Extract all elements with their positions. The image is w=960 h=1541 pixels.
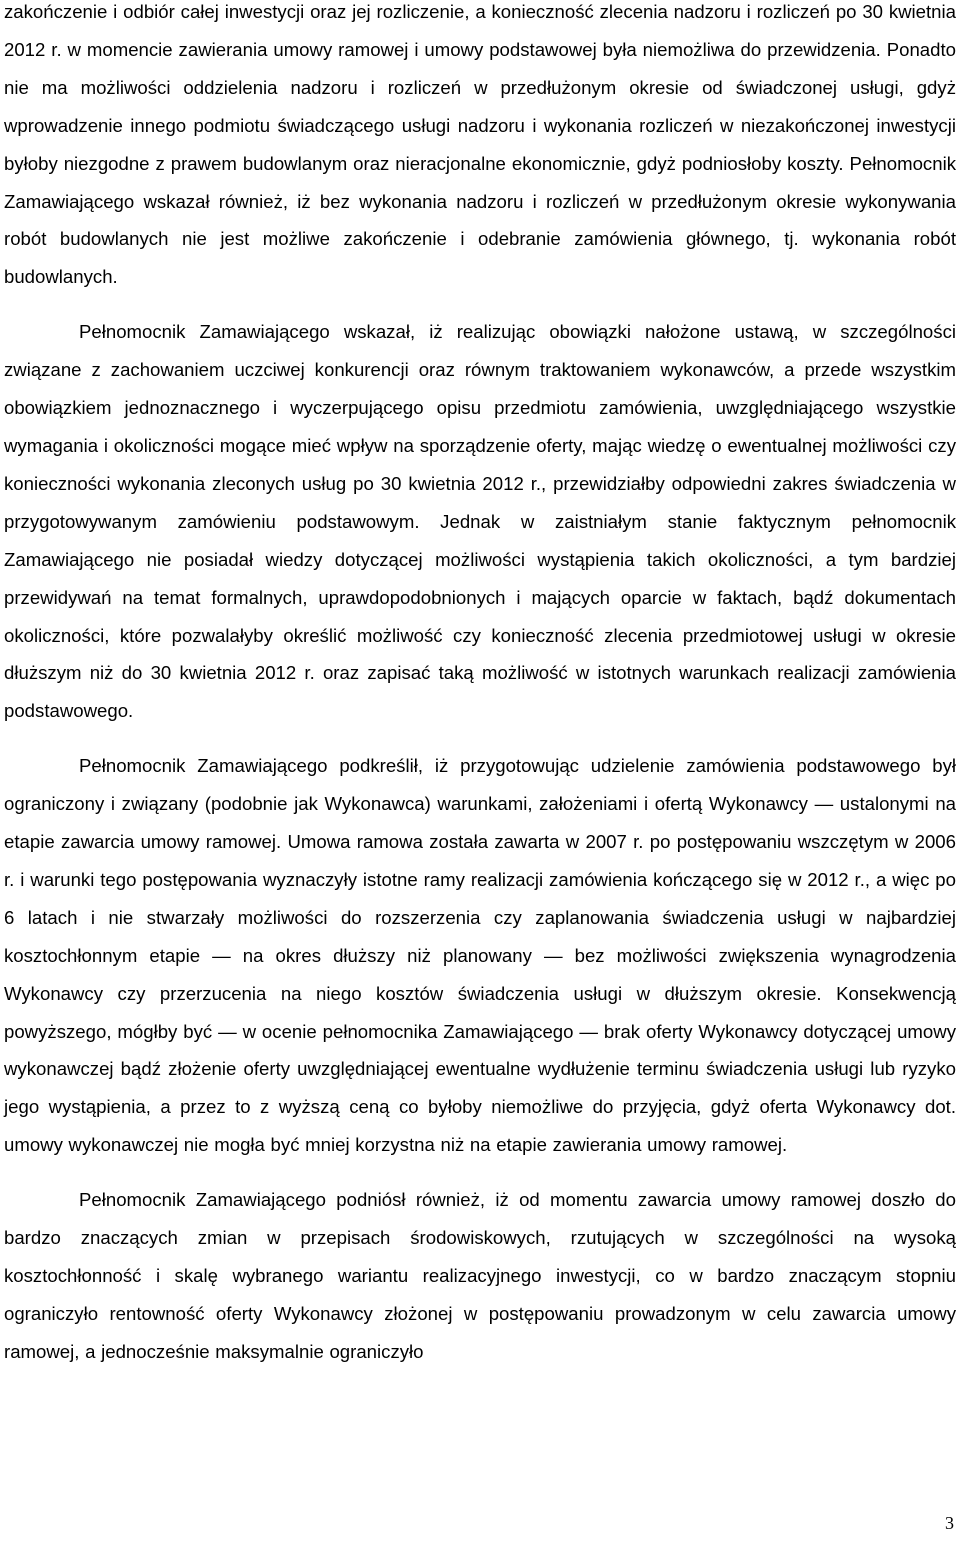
- page-number: 3: [945, 1513, 954, 1533]
- paragraph-framework-agreement: Pełnomocnik Zamawiającego podkreślił, iż przygotowując udzielenie zamówienia podstawowego był ograniczony i związany (podobnie jak Wykonawca) warunkami, założeniami i ofertą Wykonawcy — ustalonymi na etapie zawarcia umowy ramowej. Umowa ramowa została zawarta w 2007 r. po postępowaniu wszczętym w 2006 r. i warunki tego postępowania wyznaczyły istotne ramy realizacji zamówienia kończącego się w 2012 r., a więc po 6 latach i nie stwarzały możliwości do rozszerzenia czy zaplanowania świadczenia usługi w najbardziej kosztochłonnym etapie — na okres dłuższy niż planowany — bez możliwości zwiększenia wynagrodzenia Wykonawcy czy przerzucenia na niego kosztów świadczenia usługi w dłuższym okresie. Konsekwencją powyższego, mógłby być — w ocenie pełnomocnika Zamawiającego — brak oferty Wykonawcy dotyczącej umowy wykonawczej bądź złożenie oferty uwzględniającej ewentualne wydłużenie terminu świadczenia usługi lub ryzyko jego wystąpienia, a przez to z wyższą ceną co byłoby niemożliwe do przyjęcia, gdyż oferta Wykonawcy dot. umowy wykonawczej nie mogła być mniej korzystna niż na etapie zawierania umowy ramowej.: [4, 755, 956, 1156]
- paragraph-continuation: zakończenie i odbiór całej inwestycji oraz jej rozliczenie, a konieczność zlecenia nadzoru i rozliczeń po 30 kwietnia 2012 r. w momencie zawierania umowy ramowej i umowy podstawowej była niemożliwa do przewidzenia. Ponadto nie ma możliwości oddzielenia nadzoru i rozliczeń w przedłużonym okresie od świadczonej usługi, gdyż wprowadzenie innego podmiotu świadczącego usługi nadzoru i wykonania rozliczeń w niezakończonej inwestycji byłoby niezgodne z prawem budowlanym oraz nieracjonalne ekonomicznie, gdyż podniosłoby koszty. Pełnomocnik Zamawiającego wskazał również, iż bez wykonania nadzoru i rozliczeń w przedłużonym okresie wykonywania robót budowlanych nie jest możliwe zakończenie i odebranie zamówienia głównego, tj. wykonania robót budowlanych.: [4, 1, 956, 288]
- paragraph-obligations: Pełnomocnik Zamawiającego wskazał, iż realizując obowiązki nałożone ustawą, w szczególności związane z zachowaniem uczciwej konkurencji oraz równym traktowaniem wykonawców, a przede wszystkim obowiązkiem jednoznacznego i wyczerpującego opisu przedmiotu zamówienia, uwzględniającego wszystkie wymagania i okoliczności mogące mieć wpływ na sporządzenie oferty, mając wiedzę o ewentualnej możliwości czy konieczności wykonania zleconych usług po 30 kwietnia 2012 r., przewidziałby odpowiedni zakres świadczenia w przygotowywanym zamówieniu podstawowym. Jednak w zaistniałym stanie faktycznym pełnomocnik Zamawiającego nie posiadał wiedzy dotyczącej możliwości wystąpienia takich okoliczności, a tym bardziej przewidywań na temat formalnych, uprawdopodobnionych i mających oparcie w faktach, bądź dokumentach okoliczności, które pozwalałyby określić możliwość czy konieczność zlecenia przedmiotowej usługi w okresie dłuższym niż do 30 kwietnia 2012 r. oraz zapisać taką możliwość w istotnych warunkach realizacji zamówienia podstawowego.: [4, 321, 956, 722]
- paragraph-environmental-changes: Pełnomocnik Zamawiającego podniósł również, iż od momentu zawarcia umowy ramowej doszło do bardzo znaczących zmian w przepisach środowiskowych, rzutujących w szczególności na wysoką kosztochłonność i skalę wybranego wariantu realizacyjnego inwestycji, co w bardzo znaczącym stopniu ograniczyło rentowność oferty Wykonawcy złożonej w postępowaniu prowadzonym w celu zawarcia umowy ramowej, a jednocześnie maksymalnie ograniczyło: [4, 1189, 956, 1362]
- document-page: [4, 0, 956, 1371]
